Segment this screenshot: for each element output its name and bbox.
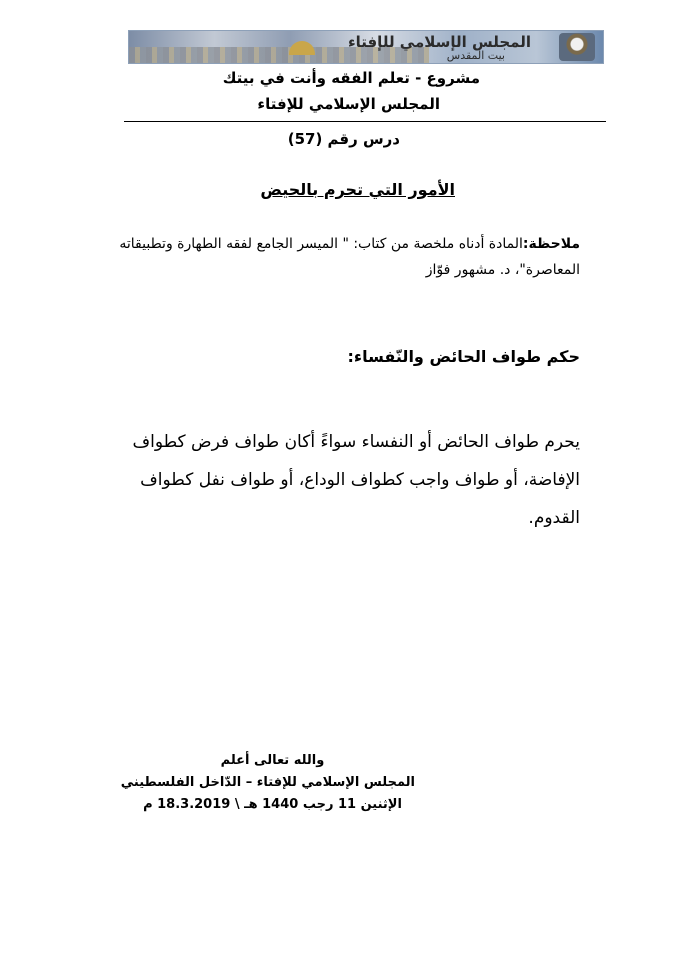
footer-date: الإثنين 11 رجب 1440 هـ \ 18.3.2019 م bbox=[143, 797, 402, 812]
signature-block bbox=[120, 750, 415, 816]
project-title: مشروع - تعلم الفقه وأنت في بيتك bbox=[222, 69, 480, 87]
dome-of-the-rock-image bbox=[289, 41, 315, 55]
closing-phrase: والله تعالى أعلم bbox=[220, 753, 325, 768]
body-line-1: يحرم طواف الحائض أو النفساء سواءً أكان طواف فرض كطواف bbox=[132, 432, 580, 452]
council-logo-icon bbox=[559, 33, 595, 61]
body-line-3: القدوم. bbox=[528, 508, 580, 528]
council-name: المجلس الإسلامي للإفتاء bbox=[257, 95, 440, 113]
header-divider bbox=[124, 121, 606, 122]
banner-subtitle: بيت المقدس bbox=[446, 49, 505, 62]
note-label: ملاحظة: bbox=[522, 236, 580, 252]
ruling-paragraph bbox=[98, 423, 580, 537]
footer-organization: المجلس الإسلامي للإفتاء – الدّاخل الفلسطيني bbox=[120, 775, 415, 790]
section-heading: حكم طواف الحائض والنّفساء: bbox=[347, 347, 580, 366]
lesson-number: درس رقم (57) bbox=[287, 130, 400, 148]
header-banner bbox=[128, 30, 604, 64]
note-line-2: المعاصرة"، د. مشهور فوّاز bbox=[425, 262, 580, 278]
note-text: المادة أدناه ملخصة من كتاب: " الميسر الجامع لفقه الطهارة وتطبيقاته bbox=[119, 236, 523, 252]
body-line-2: الإفاضة، أو طواف واجب كطواف الوداع، أو طواف نفل كطواف bbox=[140, 470, 580, 490]
lesson-title: الأمور التي تحرم بالحيض bbox=[260, 180, 455, 199]
note-line-1 bbox=[98, 231, 580, 257]
banner-title: المجلس الإسلامي للإفتاء bbox=[347, 33, 531, 51]
source-note bbox=[98, 231, 580, 283]
